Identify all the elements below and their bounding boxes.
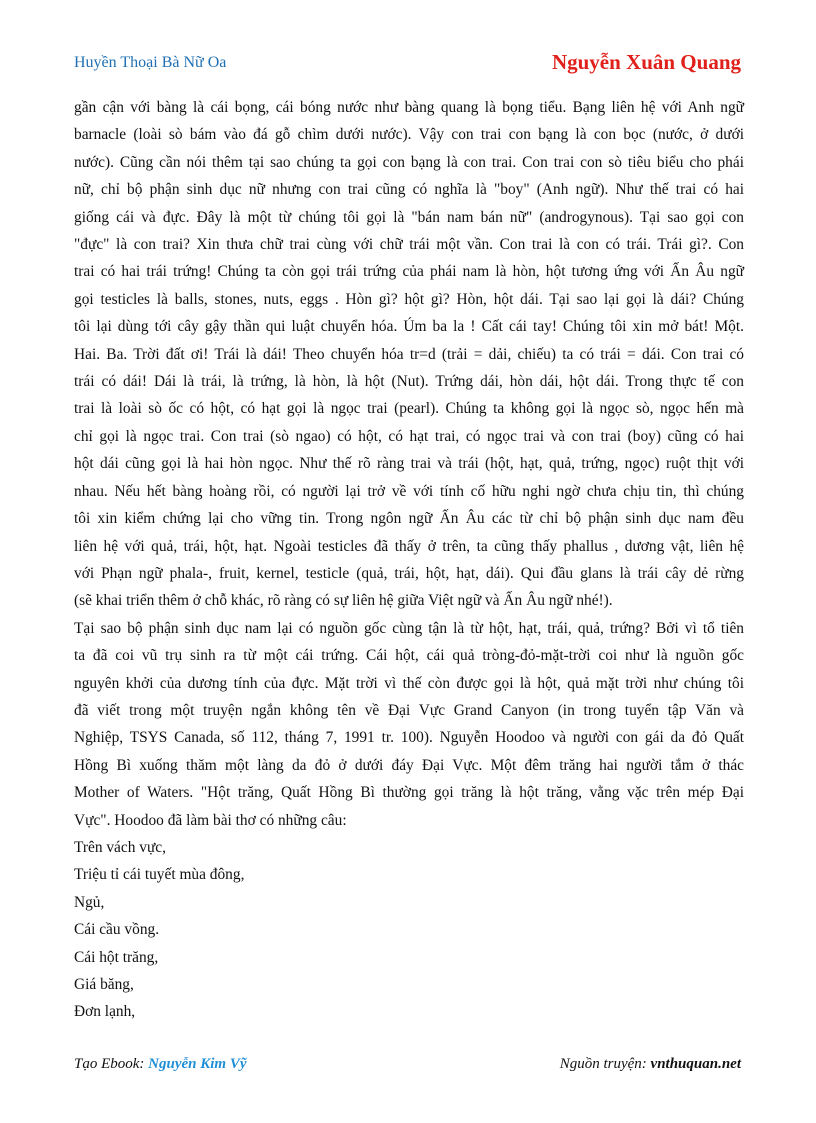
text-line: Đơn lạnh, [74, 1003, 136, 1021]
text-line: trái có dái! Dái là trái, là trứng, là hòn, là hột (Nut). Trứng dái, hòn dái, hột dái. Trong thực tế con [74, 373, 744, 391]
text-line: gọi testicles là balls, stones, nuts, eggs . Hòn gì? hột gì? Hòn, hột dái. Tại sao lại gọi là dái? Chúng [74, 290, 744, 308]
text-line: Hai. Ba. Trời đất ơi! Trái là dái! Theo chuyển hóa tr=d (trải = dải, chiếu) ta có trái = dái. Con trai có [74, 345, 744, 363]
text-line: với Phạn ngữ phala-, fruit, kernel, testicle (quả, trái, hột, hạt, dái). Qui đầu glans là trái cây dẻ rừng [74, 564, 744, 582]
text-line: nhau. Nếu hết bàng hoàng rồi, có người lại trở về với tính cố hữu nghi ngờ chưa chịu tin, thì chúng [74, 482, 744, 500]
source-credit-site: vnthuquan.net [650, 1056, 741, 1072]
author-name: Nguyễn Xuân Quang [551, 50, 741, 74]
text-line: nữ, chỉ bộ phận sinh dục nữ nhưng con trai cũng có nghĩa là "boy" (Anh ngữ). Như thế trai có hai [74, 181, 744, 199]
text-line: Hồng Bì xuống thăm một làng da đỏ ở dưới đáy Đại Vực. Một đêm trăng hai người tắm ở thác [74, 756, 744, 774]
text-line: nguyên khởi của dương tính của đực. Mặt trời vì thế còn được gọi là hột, quả mặt trời như chúng tôi [74, 674, 744, 692]
ebook-credit-label: Tạo Ebook [74, 1056, 140, 1072]
text-line: hột dái cũng gọi là hai hòn ngọc. Như thế rõ ràng trai và trái (hột, hạt, quả, trứng, ngọc) ruột thịt với [74, 455, 744, 473]
text-line: barnacle (loài sò bám vào đá gỗ chìm dưới nước). Vậy con trai con bạng là con bọc (nước, ở dưới [74, 126, 744, 144]
text-line: Mother of Waters. "Hột trăng, Quất Hồng Bì thường gọi trăng là hột trăng, vằng vặc trên mép Đại [74, 784, 744, 802]
text-line: ta đã coi vũ trụ sinh ra từ một cái trứng. Cái hột, cái quả tròng-đỏ-mặt-trời coi như là nguồn gốc [74, 647, 744, 665]
text-line: Giá băng, [74, 976, 134, 993]
text-line: gần cận với bàng là cái bọng, cái bóng nước như bàng quang là bọng tiểu. Bạng liên hệ với Anh ngữ [74, 99, 744, 116]
text-line: trai có hai trái trứng! Chúng ta còn gọi trái trứng của phái nam là hòn, hột tương ứng với Ấn Âu ngữ [74, 263, 744, 281]
text-line: Tại sao bộ phận sinh dục nam lại có nguồn gốc cùng tận là từ hột, hạt, trái, quả, trứng? Bởi vì tổ tiên [74, 619, 744, 637]
text-line: Trên vách vực, [74, 838, 166, 856]
text-line: Nghiệp, TSYS Canada, số 112, tháng 7, 1991 tr. 100). Nguyễn Hoodoo và người con gái da đỏ Quất [74, 729, 744, 747]
body-text [74, 94, 744, 1026]
text-line: đã viết trong một truyện ngắn không tên về Đại Vực Grand Canyon (in trong tuyển tập Văn và [74, 701, 744, 719]
source-credit-label: Nguồn truyện [559, 1056, 642, 1072]
text-line: "đực" là con trai? Xin thưa chữ trai cùng với chữ trái một vần. Con trai là con có trái. Trái gì?. Con [74, 236, 744, 254]
text-line: chỉ gọi là ngọc trai. Con trai (sò ngao) có hột, có hạt trai, có ngọc trai và con trai (boy) cũng có hai [74, 427, 744, 445]
text-line: nước). Cũng cần nói thêm tại sao chúng ta gọi con bạng là con trai. Con trai con sò tiêu biểu cho phái [74, 153, 744, 171]
text-line: tôi lại dùng tới cây gậy thần qui luật chuyển hóa. Úm ba la ! Cất cái tay! Chúng tôi xin mở bát! Một. [74, 318, 744, 336]
source-credit-separator: : [641, 1056, 651, 1072]
text-line: (sẽ khai triển thêm ở chỗ khác, rõ ràng có sự liên hệ giữa Việt ngữ và Ấn Âu ngữ nhé!). [74, 592, 613, 610]
text-line: trai là loài sò ốc có hột, có hạt gọi là ngọc trai (pearl). Chúng ta không gọi là ngọc sò, ngọc hến mà [74, 400, 744, 418]
text-line: Cái cầu vồng. [74, 921, 160, 939]
source-credit [560, 1056, 741, 1073]
text-line: Cái hột trăng, [74, 948, 159, 966]
ebook-credit-name: Nguyễn Kim Vỹ [148, 1056, 247, 1072]
page-header [74, 50, 741, 76]
text-line: Triệu tỉ cái tuyết mùa đông, [74, 866, 245, 884]
text-line: tôi xin kiểm chứng lại cho vững tin. Trong ngôn ngữ Ấn Âu các từ chỉ bộ phận sinh dục nam đều [74, 510, 744, 528]
text-line: liên hệ với quả, trái, hột, hạt. Ngoài testicles đã thấy ở trên, ta cũng thấy phallus , dương vật, liên hệ [74, 537, 744, 555]
text-line: giống cái và đực. Đây là một từ chúng tôi gọi là "bán nam bán nữ" (androgynous). Tại sao gọi con [74, 208, 744, 226]
text-line: Ngủ, [74, 893, 105, 911]
ebook-credit [74, 1056, 247, 1073]
text-line: Vực". Hoodoo đã làm bài thơ có những câu: [74, 811, 347, 829]
ebook-credit-separator: : [139, 1056, 149, 1072]
page-footer [74, 1056, 741, 1076]
book-title: Huyền Thoại Bà Nữ Oa [74, 54, 227, 71]
